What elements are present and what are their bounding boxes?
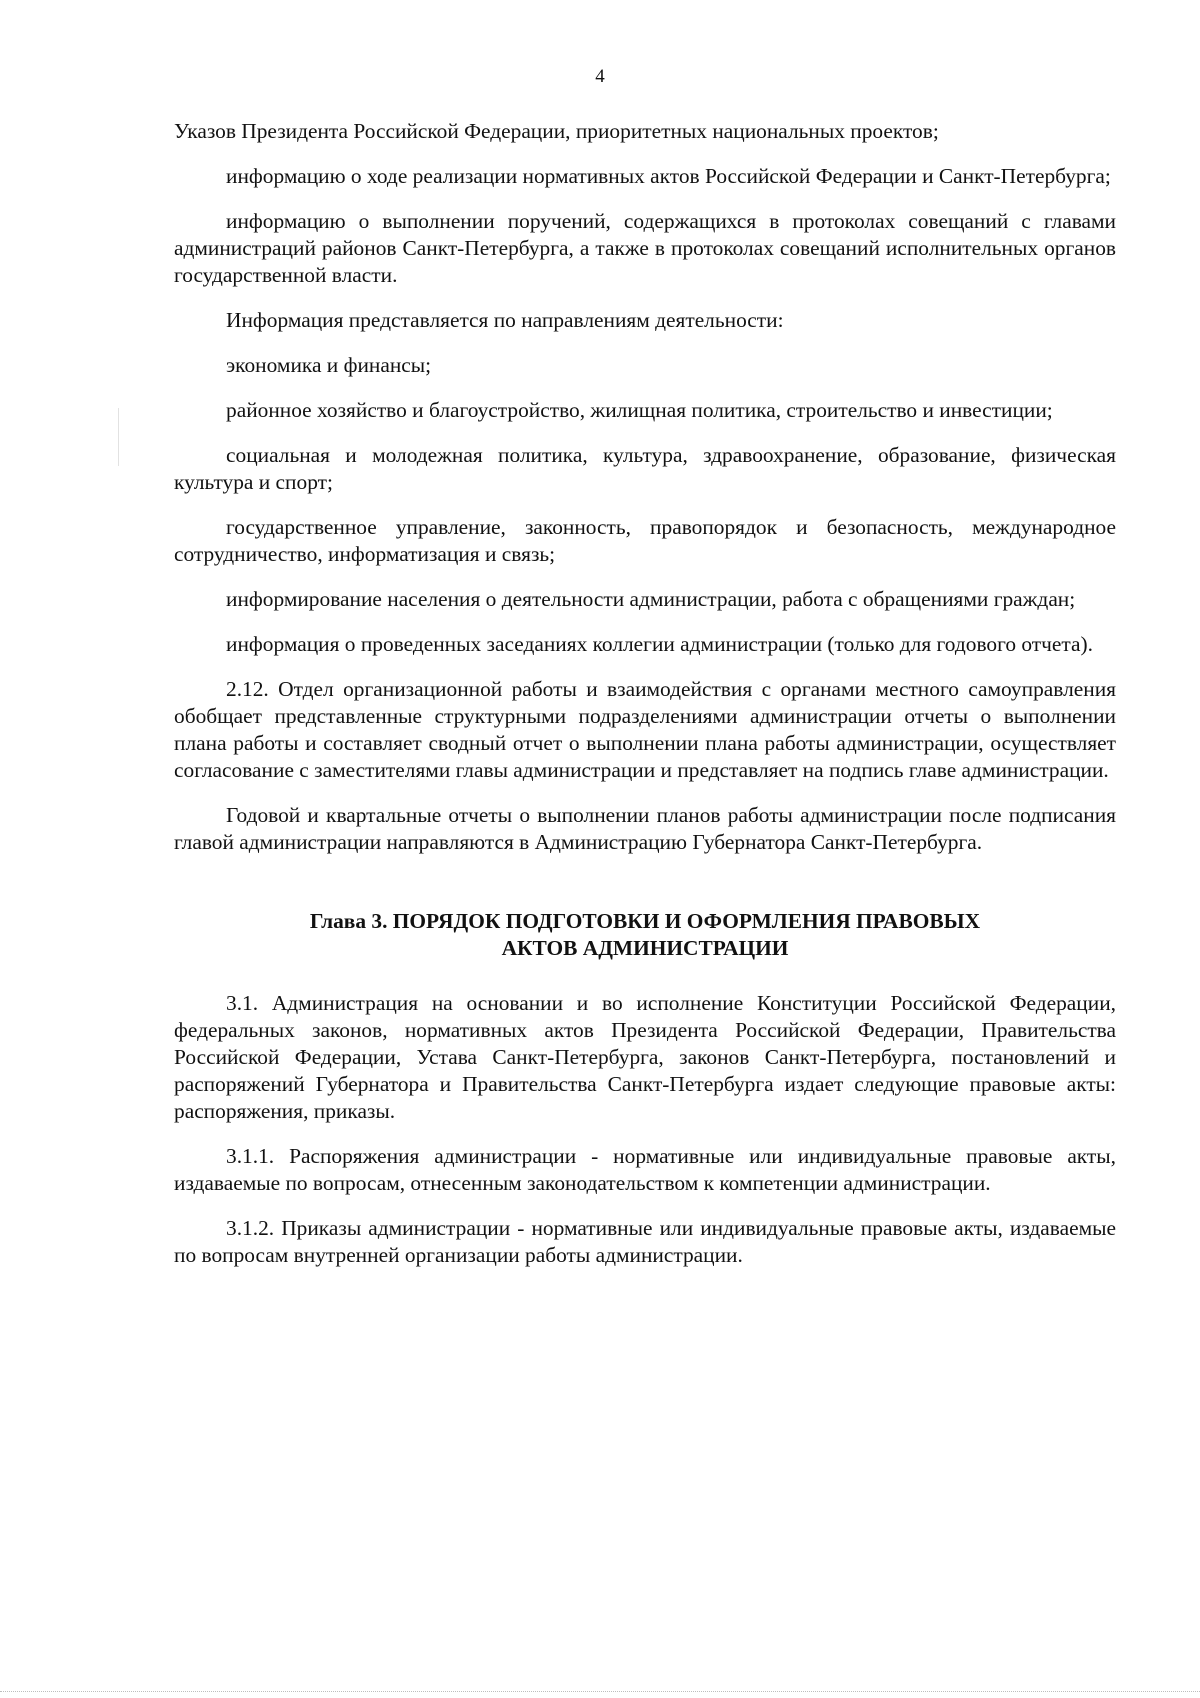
- paragraph: Информация представляется по направлениям деятельности:: [226, 308, 784, 332]
- paragraph: Указов Президента Российской Федерации, приоритетных национальных проектов;: [174, 119, 939, 143]
- paragraph: социальная и молодежная политика, культура, здравоохранение, образование, физическая культура и спорт;: [174, 443, 1116, 494]
- scan-edge-line: [0, 1691, 1200, 1692]
- scan-artifact: [118, 408, 119, 466]
- paragraph: Годовой и квартальные отчеты о выполнении планов работы администрации после подписания главой администрации направляются в Администрацию Губернатора Санкт-Петербурга.: [174, 803, 1116, 854]
- chapter-paragraph: 3.1.1. Распоряжения администрации - нормативные или индивидуальные правовые акты, издаваемые по вопросам, отнесенным законодательством к компетенции администрации.: [174, 1144, 1116, 1195]
- paragraph: информацию о выполнении поручений, содержащихся в протоколах совещаний с главами администраций районов Санкт-Петербурга, а также в протоколах совещаний исполнительных органов государственной власти.: [174, 209, 1116, 287]
- chapter-title-line-1: Глава 3. ПОРЯДОК ПОДГОТОВКИ И ОФОРМЛЕНИЯ ПРАВОВЫХ: [309, 909, 981, 933]
- chapter-heading: [174, 908, 1116, 962]
- chapter-title-line-2: АКТОВ АДМИНИСТРАЦИИ: [501, 936, 789, 960]
- page-number: 4: [595, 66, 605, 87]
- paragraph: экономика и финансы;: [226, 353, 432, 377]
- paragraph: информирование населения о деятельности администрации, работа с обращениями граждан;: [226, 587, 1076, 611]
- paragraph: информацию о ходе реализации нормативных актов Российской Федерации и Санкт-Петербурга;: [226, 164, 1111, 188]
- paragraph: 2.12. Отдел организационной работы и взаимодействия с органами местного самоуправления обобщает представленные структурными подразделениями администрации отчеты о выполнении плана работы и составляет сводный отчет о выполнении плана работы администрации, осуществляет согласование с заместителями главы администрации и представляет на подпись главе администрации.: [174, 677, 1116, 782]
- document-body: [174, 118, 1116, 1287]
- chapter-paragraph: 3.1.2. Приказы администрации - нормативные или индивидуальные правовые акты, издаваемые по вопросам внутренней организации работы администрации.: [174, 1216, 1116, 1267]
- paragraph: государственное управление, законность, правопорядок и безопасность, международное сотрудничество, информатизация и связь;: [174, 515, 1116, 566]
- paragraph: информация о проведенных заседаниях коллегии администрации (только для годового отчета).: [226, 632, 1093, 656]
- chapter-paragraph: 3.1. Администрация на основании и во исполнение Конституции Российской Федерации, федеральных законов, нормативных актов Президента Российской Федерации, Правительства Российской Федерации, Устава Санкт-Петербурга, законов Санкт-Петербурга, постановлений и распоряжений Губернатора и Правительства Санкт-Петербурга издает следующие правовые акты: распоряжения, приказы.: [174, 991, 1116, 1123]
- paragraph: районное хозяйство и благоустройство, жилищная политика, строительство и инвестиции;: [226, 398, 1053, 422]
